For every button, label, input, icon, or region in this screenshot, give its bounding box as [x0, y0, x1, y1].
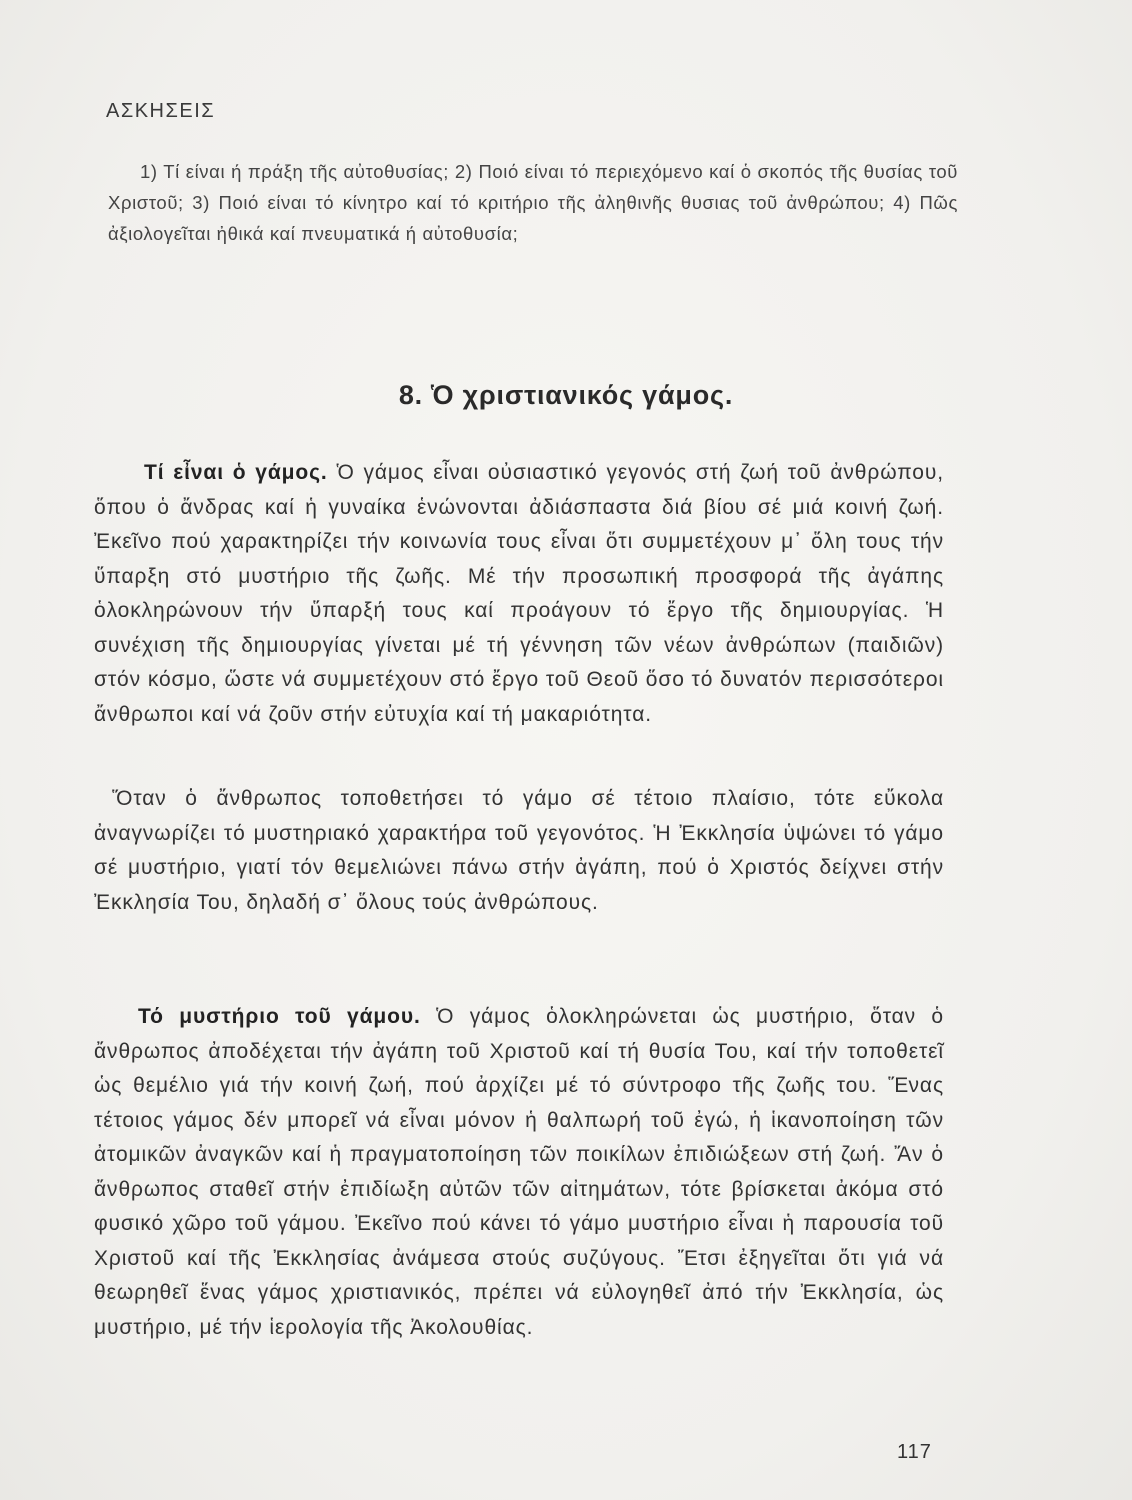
- exercises-heading: ΑΣΚΗΣΕΙΣ: [106, 100, 216, 122]
- page-number: 117: [897, 1441, 932, 1463]
- paragraph-what-is-marriage: [94, 456, 944, 732]
- paragraph-text: Ὅταν ὁ ἄνθρωπος τοποθετήσει τό γάμο σέ τέτοιο πλαίσιο, τότε εὔκολα ἀναγνωρίζει τό μυστηριακό χαρακτήρα τοῦ γεγονότος. Ἡ Ἐκκλησία ὑψώνει τό γάμο σέ μυστήριο, γιατί τόν θεμελιώνει πάνω στήν ἀγάπη, πού ὁ Χριστός δείχνει στήν Ἐκκλησία Του, δηλαδή σ᾽ ὅλους τούς ἀνθρώπους.: [94, 787, 944, 914]
- exercises-text: 1) Τί είναι ή πράξη τῆς αὐτοθυσίας; 2) Ποιό είναι τό περιεχόμενο καί ὁ σκοπός τῆς θυσίας τοῦ Χριστοῦ; 3) Ποιό είναι τό κίνητρο καί τό κριτήριο τῆς ἀληθινῆς θυσιας τοῦ ἀνθρώπου; 4) Πῶς ἀξιολογεῖται ἠθικά καί πνευματικά ή αὐτοθυσία;: [108, 161, 958, 244]
- paragraph-sacramental-character: [94, 782, 944, 920]
- run-in-heading: Τί εἶναι ὁ γάμος.: [144, 461, 328, 484]
- paragraph-mystery-of-marriage: [94, 1000, 944, 1345]
- chapter-title: 8. Ὁ χριστιανικός γάμος.: [398, 380, 734, 410]
- paragraph-text: Ὁ γάμος εἶναι οὐσιαστικό γεγονός στή ζωή τοῦ ἀνθρώπου, ὅπου ὁ ἄνδρας καί ἡ γυναίκα ἑνώνονται ἀδιάσπαστα διά βίου σέ μιά κοινή ζωή. Ἐκεῖνο πού χαρακτηρίζει τήν κοινωνία τους εἶναι ὅτι συμμετέχουν μ᾽ ὅλη τους τήν ὕπαρξη στό μυστήριο τῆς ζωῆς. Μέ τήν προσωπική προσφορά τῆς ἀγάπης ὁλοκληρώνουν τήν ὕπαρξή τους καί προάγουν τό ἔργο τῆς δημιουργίας. Ἡ συνέχιση τῆς δημιουργίας γίνεται μέ τή γέννηση τῶν νέων ἀνθρώπων (παιδιῶν) στόν κόσμο, ὥστε νά συμμετέχουν στό ἔργο τοῦ Θεοῦ ὅσο τό δυνατόν περισσότεροι ἄνθρωποι καί νά ζοῦν στήν εὐτυχία καί τή μακαριότητα.: [94, 461, 944, 726]
- paragraph-text: Ὁ γάμος ὁλοκληρώνεται ὡς μυστήριο, ὅταν ὁ ἄνθρωπος ἀποδέχεται τήν ἀγάπη τοῦ Χριστοῦ καί τή θυσία Του, καί τήν τοποθετεῖ ὡς θεμέλιο γιά τήν κοινή ζωή, πού ἀρχίζει μέ τό σύντροφο τῆς ζωῆς του. Ἕνας τέτοιος γάμος δέν μπορεῖ νά εἶναι μόνον ἡ θαλπωρή τοῦ ἐγώ, ἡ ἱκανοποίηση τῶν ἀτομικῶν ἀναγκῶν καί ἡ πραγματοποίηση τῶν ποικίλων ἐπιδιώξεων στή ζωή. Ἄν ὁ ἄνθρωπος σταθεῖ στήν ἐπιδίωξη αὐτῶν τῶν αἰτημάτων, τότε βρίσκεται ἀκόμα στό φυσικό χῶρο τοῦ γάμου. Ἐκεῖνο πού κάνει τό γάμο μυστήριο εἶναι ἡ παρουσία τοῦ Χριστοῦ καί τῆς Ἐκκλησίας ἀνάμεσα στούς συζύγους. Ἔτσι ἐξηγεῖται ὅτι γιά νά θεωρηθεῖ ἕνας γάμος χριστιανικός, πρέπει νά εὐλογηθεῖ ἀπό τήν Ἐκκλησία, ὡς μυστήριο, μέ τήν ἱερολογία τῆς Ἀκολουθίας.: [94, 1005, 944, 1339]
- run-in-heading: Τό μυστήριο τοῦ γάμου.: [138, 1005, 421, 1028]
